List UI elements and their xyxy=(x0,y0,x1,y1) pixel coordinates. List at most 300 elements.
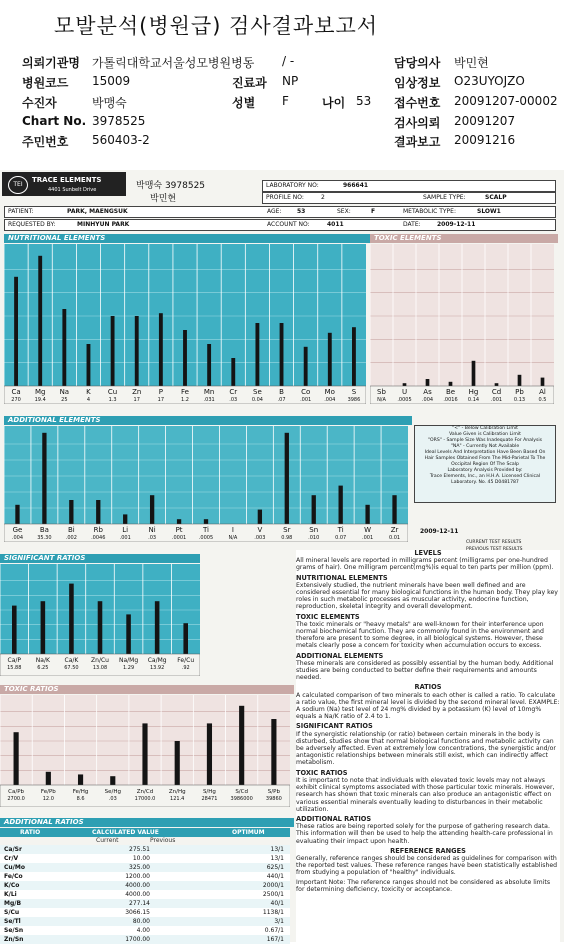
legend-line: "<" - Below Calibration Limit xyxy=(452,426,518,431)
additional-chart xyxy=(4,426,408,542)
bar xyxy=(239,706,244,785)
ratio-rows xyxy=(0,845,290,944)
bar xyxy=(126,614,131,654)
age-en-value: 53 xyxy=(297,208,306,215)
toxic-title: TOXIC ELEMENTS xyxy=(370,234,558,243)
bar xyxy=(207,344,211,386)
col-ratio: RATIO xyxy=(20,829,41,836)
value-label: .031 xyxy=(203,397,215,403)
ratio-cell-o: 13/1 xyxy=(270,855,284,862)
nutritional-title: NUTRITIONAL ELEMENTS xyxy=(4,234,370,243)
requested-box xyxy=(4,219,556,231)
bar xyxy=(98,601,103,654)
axis-label: Fe/Pb xyxy=(40,789,56,795)
value-label: 25 xyxy=(61,397,68,403)
axis-label: S/Cd xyxy=(235,789,249,795)
axis-label: U xyxy=(401,388,408,396)
axis-label: Zn/Cu xyxy=(91,657,109,664)
bar xyxy=(339,486,343,524)
axis-label: Zn/Hg xyxy=(168,789,186,795)
value-label: .004 xyxy=(421,397,434,403)
bar xyxy=(255,323,259,386)
age-en-label: AGE: xyxy=(267,208,282,215)
sex-en-label: SEX: xyxy=(337,208,351,215)
lab-logo xyxy=(2,172,126,196)
sig-text: If the synergistic relationship (or ratio) between certain minerals in the body is disturbed, studies show that normal biological functions and metabolic activity can be adversely affected. Even at extremely low concentrations, the synergistic and/or antagonistic relationships between minerals still exist, which can indirectly affect metabolism. xyxy=(296,730,556,767)
value-label: 0.14 xyxy=(467,397,480,403)
value-label: 3986 xyxy=(347,397,361,403)
value-label: .0046 xyxy=(91,535,106,541)
patient-label: 수진자 xyxy=(22,96,57,110)
legend-line: Hair Samples Obtained From The Mid-Parietal To The xyxy=(424,456,546,461)
bar xyxy=(271,719,276,785)
legend-box xyxy=(414,425,556,503)
additional-ratios-title: ADDITIONAL RATIOS xyxy=(0,818,294,827)
bar xyxy=(175,741,180,785)
ratio-cell-o: 167/1 xyxy=(266,936,284,943)
patient-value: 박맹숙 xyxy=(92,96,127,110)
ratio-cell-r: K/Co xyxy=(4,882,20,889)
ratio-row xyxy=(0,845,290,854)
value-label: 2700.0 xyxy=(7,796,25,802)
axis-label: Cr xyxy=(229,388,238,396)
ratio-cell-r: Ca/Sr xyxy=(4,846,22,853)
value-label: .001 xyxy=(362,535,374,541)
add-heading: ADDITIONAL ELEMENTS xyxy=(296,651,384,660)
value-label: 15.88 xyxy=(7,665,22,671)
bar xyxy=(155,601,160,654)
ratio-cell-r: Zn/Sn xyxy=(4,936,24,943)
page-title: 모발분석(병원급) 검사결과보고서 xyxy=(54,14,379,38)
ratio-cell-o: 3/1 xyxy=(274,918,284,925)
bar xyxy=(135,316,139,386)
ratio-row xyxy=(0,854,290,863)
value-label: .03 xyxy=(108,796,117,802)
ratio-cell-r: Cr/V xyxy=(4,855,19,862)
bar xyxy=(207,723,212,785)
bar xyxy=(110,776,115,785)
axis-label: Ca/K xyxy=(64,657,79,664)
value-label: 4 xyxy=(86,397,91,403)
chart-no-label: Chart No. xyxy=(22,114,87,128)
axis-label: As xyxy=(423,388,432,396)
axis-label: Bi xyxy=(67,526,75,534)
sex-value: F xyxy=(282,94,289,108)
ratio-cell-c: 4.00 xyxy=(136,927,150,934)
sex-en-value: F xyxy=(371,208,376,215)
bar xyxy=(87,344,91,386)
bar xyxy=(352,327,356,386)
handwritten-doctor: 박민현 xyxy=(150,194,177,204)
arat-text: These ratios are being reported solely for the purpose of gathering research data. This information will then be used to help the attending health-care professional in evaluating their impact upon health. xyxy=(296,823,553,845)
value-label: 17 xyxy=(157,397,165,403)
requested-value: MINHYUN PARK xyxy=(77,221,130,228)
resident-no-label: 주민번호 xyxy=(22,135,69,149)
axis-label: Hg xyxy=(468,388,479,396)
bar xyxy=(69,500,73,524)
ratio-cell-r: Fe/Co xyxy=(4,873,23,880)
value-label: .0005 xyxy=(397,397,412,403)
value-label: .001 xyxy=(490,397,503,403)
ratio-cell-c: 275.51 xyxy=(129,846,150,853)
lab-address: 4401 Sunbelt Drive xyxy=(48,187,97,193)
nut-heading: NUTRITIONAL ELEMENTS xyxy=(296,573,388,582)
axis-label: Na xyxy=(59,388,70,396)
axis-label: Na/Mg xyxy=(118,657,139,664)
ratio-cell-o: 625/1 xyxy=(266,864,284,871)
axis-label: Ca/Mg xyxy=(147,657,167,664)
value-label: .010 xyxy=(308,535,320,541)
value-label: 19.4 xyxy=(34,397,46,403)
significant-title: SIGNIFICANT RATIOS xyxy=(0,554,200,563)
bar xyxy=(231,358,235,386)
legend-line: Ideal Levels And Interpretation Have Been Based On xyxy=(424,450,546,455)
add-text: These minerals are considered as possibly essential by the human body. Additional studies are being conducted to better define their requirements and amounts needed. xyxy=(296,659,554,682)
axis-label: Pb xyxy=(515,388,524,396)
explanation-text xyxy=(296,550,560,942)
sig-heading: SIGNIFICANT RATIOS xyxy=(296,722,373,731)
axis-label: P xyxy=(158,388,163,396)
value-label: 13.08 xyxy=(92,665,108,671)
ratio-cell-c: 4000.00 xyxy=(125,882,150,889)
bar xyxy=(142,723,147,785)
nutritional-chart xyxy=(4,244,366,404)
bar xyxy=(150,495,154,524)
trat-heading: TOXIC RATIOS xyxy=(296,768,348,777)
bar xyxy=(541,378,545,386)
table-header xyxy=(0,828,290,837)
bar xyxy=(38,256,42,386)
value-label: 13.92 xyxy=(149,665,165,671)
bar xyxy=(304,347,308,386)
tox-heading: TOXIC ELEMENTS xyxy=(296,612,360,621)
table-subheader xyxy=(0,837,290,845)
levels-heading: LEVELS xyxy=(414,549,442,557)
axis-label: Zn xyxy=(132,388,142,396)
profile-label: PROFILE NO: xyxy=(266,194,304,201)
value-label: .92 xyxy=(181,665,190,671)
axis-label: Se/Hg xyxy=(104,789,121,795)
bar xyxy=(42,433,46,524)
ratio-cell-o: 2000/1 xyxy=(262,882,284,889)
receipt-label: 접수번호 xyxy=(394,96,441,110)
bar xyxy=(111,316,115,386)
request-date-value: 20091207 xyxy=(454,114,516,128)
doctor-label: 담당의사 xyxy=(394,56,441,70)
axis-label: Zr xyxy=(390,526,399,534)
value-label: 1.3 xyxy=(108,397,117,403)
bar xyxy=(78,774,83,785)
value-label: .004 xyxy=(324,397,336,403)
bar xyxy=(96,500,100,524)
axis-label: Zn/Cd xyxy=(136,789,154,795)
ratio-row xyxy=(0,890,290,899)
value-label: 0.13 xyxy=(513,397,526,403)
bar xyxy=(159,313,163,386)
hospital-code-value: 15009 xyxy=(92,74,131,88)
value-label: .003 xyxy=(254,535,266,541)
axis-label: Ba xyxy=(39,526,49,534)
bar xyxy=(472,361,476,386)
bar xyxy=(312,495,316,524)
ratio-cell-r: S/Cu xyxy=(4,909,20,916)
value-label: 6.25 xyxy=(37,665,49,671)
bar xyxy=(15,505,19,524)
ratio-cell-r: Se/Tl xyxy=(4,918,21,925)
axis-label: Co xyxy=(301,388,311,396)
axis-label: Se xyxy=(253,388,262,396)
axis-label: Cd xyxy=(491,388,502,396)
ratio-cell-c: 3066.15 xyxy=(125,909,150,916)
nut-text: Extensively studied, the nutrient minerals have been well defined and are considered essential for many biological functions in the human body. They play key roles in such metabolic processes as muscular activity, endocrine function, reproduction, skeletal integrity and overall development. xyxy=(296,581,558,611)
axis-label: Fe/Cu xyxy=(177,657,195,664)
bar xyxy=(69,584,74,654)
ratio-cell-o: 0.67/1 xyxy=(264,927,284,934)
value-label: N/A xyxy=(377,397,386,403)
ratios-heading: RATIOS xyxy=(414,683,442,692)
legend-line: Value Given is Calibration Limit xyxy=(449,432,521,437)
bar xyxy=(12,606,17,654)
bar xyxy=(392,495,396,524)
significant-chart xyxy=(0,564,200,676)
ratio-cell-c: 10.00 xyxy=(132,855,150,862)
ratio-cell-o: 13/1 xyxy=(270,846,284,853)
axis-label: K xyxy=(86,388,91,396)
value-label: 3986000 xyxy=(230,796,253,802)
ratio-cell-c: 1700.00 xyxy=(125,936,150,943)
bar xyxy=(426,379,430,386)
bar xyxy=(328,333,332,386)
axis-label: Be xyxy=(445,388,456,396)
patient-en-value: PARK, MAENGSUK xyxy=(67,208,128,215)
value-label: N/A xyxy=(228,535,238,541)
axis-label: Ti xyxy=(337,526,344,534)
legend-line: Laboratory. No. 45 D0481787 xyxy=(451,480,519,485)
axis-label: Sn xyxy=(309,526,319,534)
ref-text: Generally, reference ranges should be considered as guidelines for comparison with the reported test values. These reference ranges have been statistically established from studying a population of "healthy" individuals. xyxy=(296,854,558,877)
ratio-row xyxy=(0,908,290,917)
report-date-value: 20091216 xyxy=(454,133,516,147)
ratio-cell-c: 4000.00 xyxy=(125,891,150,898)
bar xyxy=(183,623,188,654)
important-note: Important Note: The reference ranges should not be considered as absolute limits for determining deficiency, toxicity or acceptance. xyxy=(296,878,551,893)
value-label: 8.6 xyxy=(76,796,85,802)
value-label: 17 xyxy=(133,397,140,403)
account-value: 4011 xyxy=(327,221,344,228)
arat-heading: ADDITIONAL RATIOS xyxy=(296,814,372,823)
requested-label: REQUESTED BY: xyxy=(8,221,56,228)
ratio-cell-r: Cu/Mo xyxy=(4,864,25,871)
value-label: 0.98 xyxy=(281,535,293,541)
bar xyxy=(518,375,522,386)
bar xyxy=(46,772,51,785)
axis-label: S xyxy=(351,388,357,396)
value-label: 28471 xyxy=(201,796,218,802)
patient-box xyxy=(4,206,556,218)
age-label: 나이 xyxy=(322,96,346,110)
ratio-row xyxy=(0,917,290,926)
resident-no-value: 560403-2 xyxy=(92,133,150,147)
axis-label: I xyxy=(231,526,234,534)
tox-text: The toxic minerals or "heavy metals" are well-known for their interference upon normal biochemical function. They are commonly found in the environment and therefore are present to some degree, in all biological systems. However, these metals clearly pose a concern for toxicity when accumulation occurs to excess. xyxy=(296,620,544,650)
sample-value: SCALP xyxy=(485,194,507,201)
ratio-cell-o: 40/1 xyxy=(270,900,284,907)
ratio-cell-o: 2500/1 xyxy=(262,891,284,898)
bar xyxy=(285,433,289,524)
legend-line: "NA" - Currently Not Available xyxy=(450,444,520,449)
ratio-row xyxy=(0,872,290,881)
bar xyxy=(177,519,181,524)
bar xyxy=(14,732,19,785)
ratio-cell-r: Se/Sn xyxy=(4,927,24,934)
metabolic-label: METABOLIC TYPE: xyxy=(403,208,456,215)
ratio-row xyxy=(0,863,290,872)
axis-label: Fe/Hg xyxy=(72,789,89,795)
bar xyxy=(280,323,284,386)
value-label: 35.30 xyxy=(37,535,52,541)
hair-analysis-report xyxy=(0,170,564,942)
axis-label: Li xyxy=(122,526,129,534)
col-opt: OPTIMUM xyxy=(232,829,265,836)
bar xyxy=(365,505,369,524)
bar xyxy=(62,309,66,386)
value-label: 17000.0 xyxy=(134,796,156,802)
stamp-date: 2009-12-11 xyxy=(420,528,459,535)
value-label: .07 xyxy=(277,397,286,403)
doctor-value: 박민현 xyxy=(454,56,489,70)
hospital-label: 의뢰기관명 xyxy=(22,56,80,70)
trat-text: It is important to note that individuals with elevated toxic levels may not always exhibit clinical symptoms associated with those particular toxic minerals. However, research has shown that toxic minerals can also produce an antagonistic effect on various essential minerals eventually leading to disturbances in their metabolic utilization. xyxy=(296,776,555,813)
axis-label: Pt xyxy=(175,526,183,534)
levels-text: All mineral levels are reported in milligrams percent (milligrams per one-hundred grams of hair). One milligram percent(mg%)is equal to ten parts per million (ppm). xyxy=(296,557,554,572)
handwritten-patient: 박맹숙 3978525 xyxy=(136,181,206,191)
axis-label: Ge xyxy=(12,526,23,534)
value-label: 270 xyxy=(11,397,21,403)
bar xyxy=(183,330,187,386)
metabolic-value: SLOW1 xyxy=(477,208,501,215)
report-date-label: 결과보고 xyxy=(394,135,441,149)
date-label: DATE: xyxy=(403,221,421,228)
value-label: 39860 xyxy=(265,796,282,802)
axis-label: Ni xyxy=(148,526,156,534)
col-previous: Previous xyxy=(150,837,176,844)
value-label: .002 xyxy=(65,535,77,541)
value-label: 0.04 xyxy=(251,397,263,403)
bar xyxy=(204,519,208,524)
axis-label: Ca/Pb xyxy=(8,789,25,795)
profile-box xyxy=(262,192,556,204)
bar xyxy=(123,514,127,524)
col-current: Current xyxy=(96,837,119,844)
legend-line: Laboratory Analysis Provided by: xyxy=(447,468,523,473)
axis-label: Mo xyxy=(324,388,335,396)
lab-no-box xyxy=(262,180,556,192)
axis-label: Cu xyxy=(107,388,118,396)
axis-label: Mn xyxy=(203,388,215,396)
ratio-row xyxy=(0,935,290,944)
ratio-cell-o: 440/1 xyxy=(266,873,284,880)
axis-label: Na/K xyxy=(35,657,50,664)
legend-line: Occipital Region Of The Scalp xyxy=(451,462,519,467)
axis-label: S/Pb xyxy=(267,789,280,795)
ward-value: / - xyxy=(282,54,295,68)
ratio-cell-c: 1200.00 xyxy=(125,873,150,880)
value-label: .0005 xyxy=(198,535,214,541)
ratio-cell-r: K/Li xyxy=(4,891,17,898)
value-label: 67.50 xyxy=(64,665,79,671)
patient-en-label: PATIENT: xyxy=(8,208,34,215)
additional-title: ADDITIONAL ELEMENTS xyxy=(4,416,412,425)
axis-label: Rb xyxy=(93,526,103,534)
ratio-cell-c: 80.00 xyxy=(132,918,150,925)
lab-no-value: 966641 xyxy=(343,182,369,189)
lab-no-label: LABORATORY NO: xyxy=(266,182,319,189)
hospital-code-label: 병원코드 xyxy=(22,76,69,90)
toxic-ratios-title: TOXIC RATIOS xyxy=(0,685,294,694)
ratio-row xyxy=(0,881,290,890)
tei-emblem-icon: TEI xyxy=(8,176,28,194)
value-label: 1.29 xyxy=(123,665,135,671)
value-label: 121.4 xyxy=(170,796,185,802)
axis-label: Sb xyxy=(377,388,386,396)
axis-label: Ca/P xyxy=(7,657,22,664)
additional-ratios-table xyxy=(0,828,290,944)
value-label: 0.01 xyxy=(388,535,401,541)
bar xyxy=(495,383,499,386)
axis-label: S/Hg xyxy=(202,789,216,795)
bar xyxy=(403,383,407,386)
legend-line: Trace Elements, Inc., an H.H.A. Licensed Clinical xyxy=(429,474,541,479)
age-value: 53 xyxy=(356,94,372,108)
sex-label: 성별 xyxy=(232,96,256,110)
ratio-row xyxy=(0,926,290,935)
lab-name: TRACE ELEMENTS xyxy=(32,176,102,184)
bar xyxy=(14,277,18,386)
receipt-value: 20091207-00002 xyxy=(454,94,558,108)
ratio-cell-c: 277.14 xyxy=(129,900,150,907)
value-label: .03 xyxy=(229,397,238,403)
ratio-cell-c: 325.00 xyxy=(129,864,150,871)
ratio-row xyxy=(0,899,290,908)
value-label: .001 xyxy=(119,535,131,541)
ratios-text: A calculated comparison of two minerals to each other is called a ratio. To calculate a ratio value, the first mineral level is divided by the second mineral level. EXAMPLE: A sodium (Na) test level of 24 mg% divided by a potassium (K) level of 10mg% equals a Na/K ratio of 2.4 to 1. xyxy=(296,691,560,721)
value-label: 12.0 xyxy=(42,796,54,802)
axis-label: Al xyxy=(539,388,546,396)
value-label: .004 xyxy=(11,535,24,541)
toxic-ratios-chart xyxy=(0,695,290,807)
bar xyxy=(449,382,453,386)
axis-label: Mg xyxy=(34,388,46,396)
legend-line: "ORS" - Sample Size Was Inadequate For Analysis xyxy=(427,438,543,443)
value-label: .0016 xyxy=(443,397,458,403)
value-label: .03 xyxy=(148,535,157,541)
axis-label: Fe xyxy=(181,388,189,396)
axis-label: B xyxy=(279,388,284,396)
axis-label: Ca xyxy=(11,388,21,396)
value-label: 0.07 xyxy=(335,535,347,541)
value-label: 1.2 xyxy=(181,397,189,403)
request-date-label: 검사의뢰 xyxy=(394,116,441,130)
axis-label: V xyxy=(257,526,263,534)
col-calc: CALCULATED VALUE xyxy=(92,829,159,836)
value-label: .0001 xyxy=(171,535,187,541)
sample-label: SAMPLE TYPE: xyxy=(423,194,466,201)
clinical-info-label: 임상정보 xyxy=(394,76,441,90)
ref-heading: REFERENCE RANGES xyxy=(390,846,466,855)
value-label: 0.5 xyxy=(538,397,547,403)
profile-value: 2 xyxy=(321,194,325,201)
bar xyxy=(41,601,46,654)
